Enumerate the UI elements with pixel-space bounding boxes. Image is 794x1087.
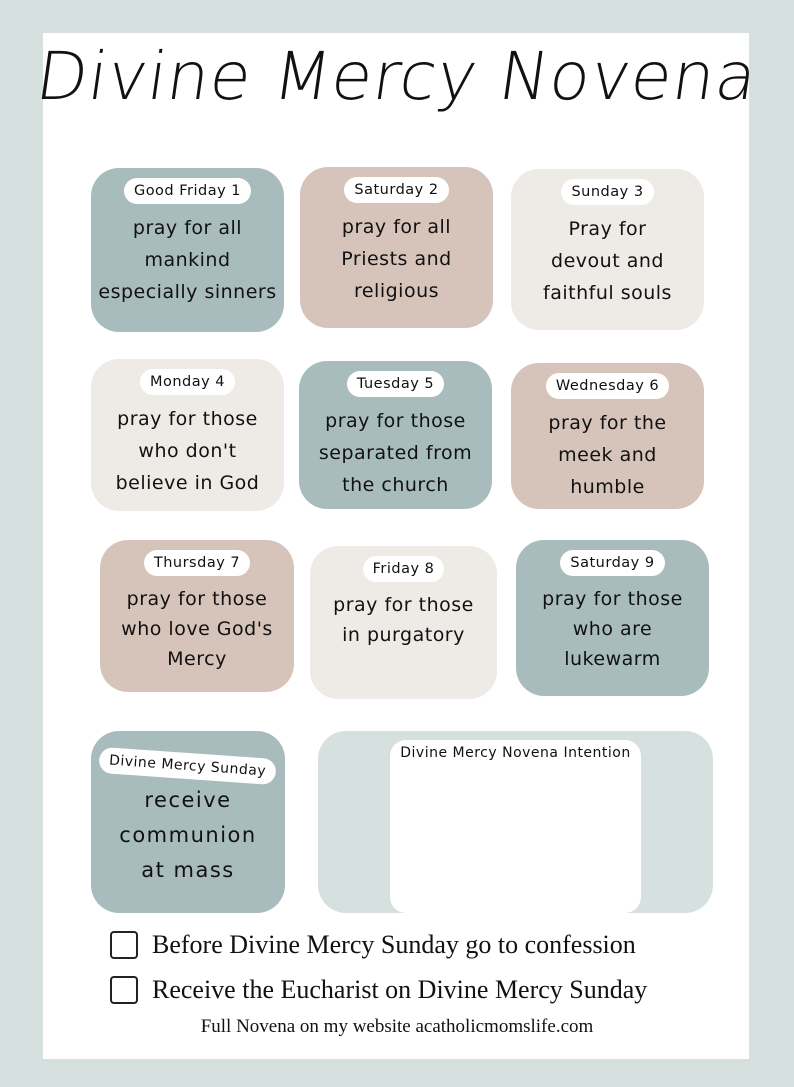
day-intention: pray for those who are lukewarm — [542, 588, 683, 670]
day-intention: pray for those who love God's Mercy — [121, 588, 273, 670]
page-title: Divine Mercy Novena — [31, 38, 763, 115]
day-card-8 — [310, 546, 497, 699]
checklist-item-eucharist — [110, 975, 647, 1005]
day-intention: pray for those who don't believe in God — [115, 408, 260, 494]
day-card-6 — [511, 363, 704, 509]
day-intention: pray for all Priests and religious — [341, 216, 452, 302]
day-card-5 — [299, 361, 492, 509]
checkbox[interactable] — [110, 976, 138, 1004]
day-card-4 — [91, 359, 284, 511]
day-card-2 — [300, 167, 493, 328]
day-label: Divine Mercy Sunday — [99, 747, 278, 785]
day-label: Saturday 2 — [344, 177, 448, 203]
day-intention: receive communion at mass — [119, 788, 257, 882]
day-intention: pray for those in purgatory — [333, 594, 474, 646]
day-label: Thursday 7 — [144, 550, 250, 576]
day-intention: Pray for devout and faithful souls — [543, 218, 672, 304]
day-label: Sunday 3 — [561, 179, 653, 205]
footer-website: Full Novena on my website acatholicmomslife.com — [200, 1016, 594, 1037]
day-label: Friday 8 — [363, 556, 445, 582]
day-card-9 — [516, 540, 709, 696]
day-intention: pray for all mankind especially sinners — [98, 217, 277, 303]
day-card-sunday — [91, 731, 285, 913]
day-label: Monday 4 — [140, 369, 235, 395]
day-card-3 — [511, 169, 704, 330]
day-intention: pray for the meek and humble — [548, 412, 667, 498]
intention-box[interactable] — [318, 731, 713, 913]
checkbox[interactable] — [110, 931, 138, 959]
checklist-item-confession — [110, 930, 636, 960]
checklist-text: Receive the Eucharist on Divine Mercy Sunday — [152, 975, 648, 1004]
day-label: Tuesday 5 — [347, 371, 444, 397]
checklist-text: Before Divine Mercy Sunday go to confession — [152, 930, 636, 959]
day-card-1 — [91, 168, 284, 332]
day-label: Good Friday 1 — [124, 178, 251, 204]
day-intention: pray for those separated from the church — [318, 410, 473, 496]
intention-label: Divine Mercy Novena Intention — [390, 740, 641, 913]
day-card-7 — [100, 540, 294, 692]
day-label: Saturday 9 — [560, 550, 664, 576]
day-label: Wednesday 6 — [546, 373, 669, 399]
